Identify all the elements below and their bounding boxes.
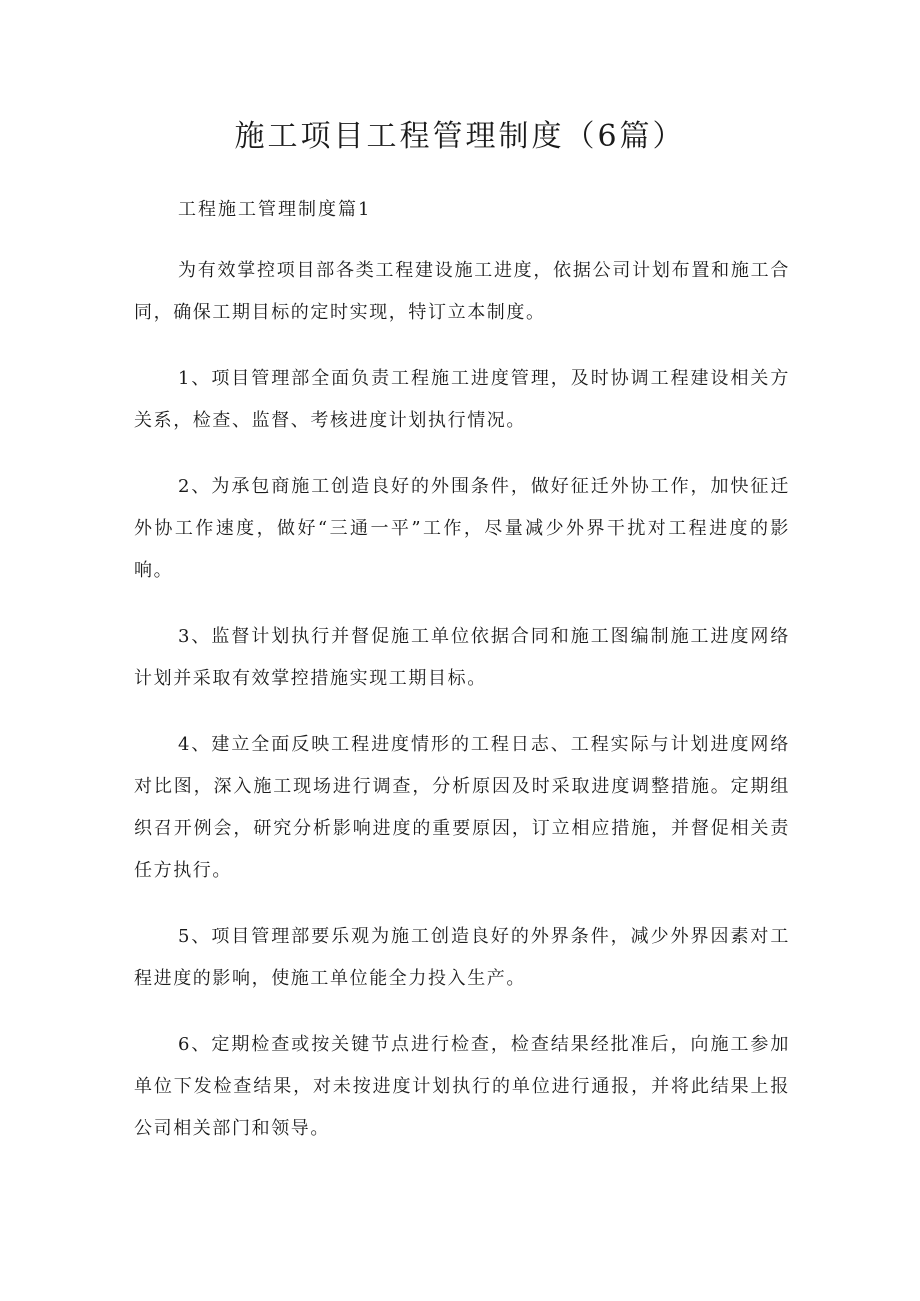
- paragraph-item-3: 3、监督计划执行并督促施工单位依据合同和施工图编制施工进度网络计划并采取有效掌控措施实现工期目标。: [134, 626, 790, 689]
- paragraph-item-6: 6、定期检查或按关键节点进行检查，检查结果经批准后，向施工参加单位下发检查结果，对未按进度计划执行的单位进行通报，并将此结果上报公司相关部门和领导。: [134, 1034, 790, 1139]
- document-body: [134, 250, 790, 1174]
- paragraph-item-4: 4、建立全面反映工程进度情形的工程日志、工程实际与计划进度网络对比图，深入施工现场进行调查，分析原因及时采取进度调整措施。定期组织召开例会，研究分析影响进度的重要原因，订立相应措施，并督促相关责任方执行。: [134, 734, 790, 881]
- paragraph-item-1: 1、项目管理部全面负责工程施工进度管理，及时协调工程建设相关方关系，检查、监督、考核进度计划执行情况。: [134, 368, 790, 431]
- paragraph-intro: 为有效掌控项目部各类工程建设施工进度，依据公司计划布置和施工合同，确保工期目标的定时实现，特订立本制度。: [134, 260, 790, 323]
- paragraph-item-5: 5、项目管理部要乐观为施工创造良好的外界条件，减少外界因素对工程进度的影响，使施工单位能全力投入生产。: [134, 926, 790, 989]
- section-heading: 工程施工管理制度篇1: [178, 199, 372, 220]
- document-title: 施工项目工程管理制度（6篇）: [234, 119, 686, 154]
- paragraph-item-2: 2、为承包商施工创造良好的外围条件，做好征迁外协工作，加快征迁外协工作速度，做好“三通一平”工作，尽量减少外界干扰对工程进度的影响。: [134, 476, 790, 581]
